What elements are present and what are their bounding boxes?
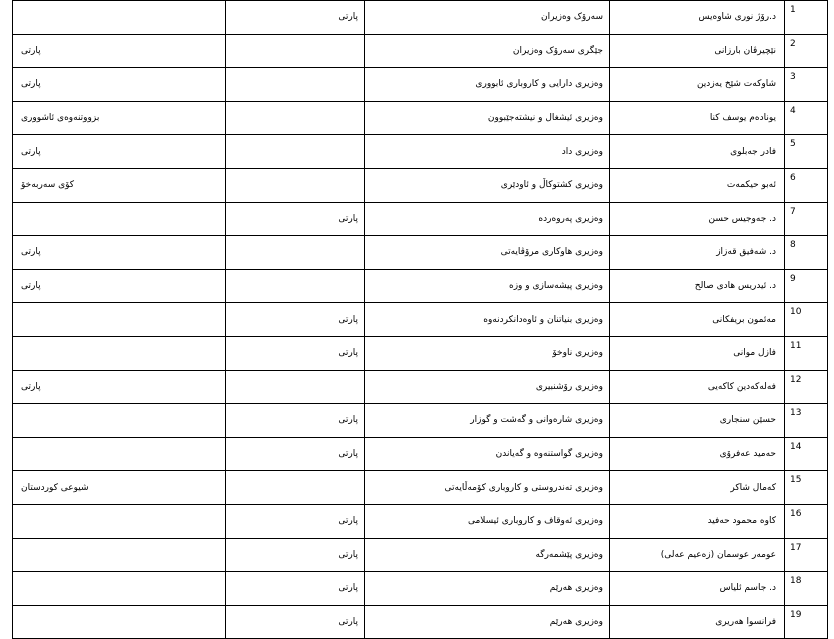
- party-cell: پارتی: [226, 202, 365, 236]
- table-row: [13, 336, 828, 370]
- table-row: [13, 504, 828, 538]
- party-cell: [226, 370, 365, 404]
- row-number-cell: 10: [785, 303, 828, 337]
- minister-name-cell: د. شەفیق قەزاز: [610, 236, 785, 270]
- minister-name-cell: فازل موانی: [610, 336, 785, 370]
- party-cell: [226, 471, 365, 505]
- ministry-cell: سەرۆک وەزیران: [365, 1, 610, 35]
- affiliation-cell: [13, 538, 226, 572]
- row-number-cell: 4: [785, 101, 828, 135]
- ministry-cell: وەزیری هەرێم: [365, 605, 610, 639]
- minister-name-cell: عومەر عوسمان (زەعیم عەلی): [610, 538, 785, 572]
- party-cell: [226, 34, 365, 68]
- minister-name-cell: حەمید عەفرۆی: [610, 437, 785, 471]
- party-cell: پارتی: [226, 303, 365, 337]
- ministers-table: [12, 0, 828, 639]
- party-cell: پارتی: [226, 404, 365, 438]
- party-cell: پارتی: [226, 504, 365, 538]
- minister-name-cell: ئەبو حیکمەت: [610, 168, 785, 202]
- ministry-cell: وەزیری داد: [365, 135, 610, 169]
- minister-name-cell: فادر جەبلوی: [610, 135, 785, 169]
- affiliation-cell: [13, 605, 226, 639]
- minister-name-cell: د. جاسم ئلیاس: [610, 572, 785, 606]
- row-number-cell: 9: [785, 269, 828, 303]
- minister-name-cell: شاوکەت شێخ یەزدین: [610, 68, 785, 102]
- table-row: [13, 404, 828, 438]
- row-number-cell: 18: [785, 572, 828, 606]
- ministry-cell: وەزیری پەروەردە: [365, 202, 610, 236]
- ministry-cell: وەزیری شارەوانی و گەشت و گوزار: [365, 404, 610, 438]
- table-row: [13, 370, 828, 404]
- table-row: [13, 538, 828, 572]
- affiliation-cell: شیوعی کوردستان: [13, 471, 226, 505]
- party-cell: [226, 236, 365, 270]
- ministry-cell: وەزیری ئەوقاف و کاروباری ئیسلامی: [365, 504, 610, 538]
- affiliation-cell: [13, 202, 226, 236]
- table-row: [13, 471, 828, 505]
- row-number-cell: 2: [785, 34, 828, 68]
- minister-name-cell: نێچیرڤان بارزانی: [610, 34, 785, 68]
- row-number-cell: 3: [785, 68, 828, 102]
- minister-name-cell: د.رۆژ نوری شاوەیس: [610, 1, 785, 35]
- party-cell: [226, 68, 365, 102]
- row-number-cell: 14: [785, 437, 828, 471]
- ministry-cell: وەزیری پێشمەرگە: [365, 538, 610, 572]
- ministry-cell: وەزیری هاوکاری مرۆڤایەتی: [365, 236, 610, 270]
- table-row: [13, 168, 828, 202]
- ministry-cell: وەزیری ئیشغال و نیشتەجێبوون: [365, 101, 610, 135]
- ministry-cell: وەزیری ناوخۆ: [365, 336, 610, 370]
- row-number-cell: 12: [785, 370, 828, 404]
- party-cell: پارتی: [226, 605, 365, 639]
- table-row: [13, 101, 828, 135]
- minister-name-cell: فرانسوا هەریری: [610, 605, 785, 639]
- affiliation-cell: [13, 303, 226, 337]
- party-cell: [226, 168, 365, 202]
- party-cell: پارتی: [226, 336, 365, 370]
- table-row: [13, 202, 828, 236]
- affiliation-cell: پارتی: [13, 236, 226, 270]
- affiliation-cell: کۆی سەربەخۆ: [13, 168, 226, 202]
- ministry-cell: وەزیری گواستنەوە و گەیاندن: [365, 437, 610, 471]
- minister-name-cell: حسێن سنجاری: [610, 404, 785, 438]
- ministry-cell: جێگری سەرۆک وەزیران: [365, 34, 610, 68]
- row-number-cell: 17: [785, 538, 828, 572]
- row-number-cell: 1: [785, 1, 828, 35]
- table-row: [13, 1, 828, 35]
- party-cell: پارتی: [226, 437, 365, 471]
- affiliation-cell: پارتی: [13, 68, 226, 102]
- affiliation-cell: پارتی: [13, 370, 226, 404]
- party-cell: پارتی: [226, 538, 365, 572]
- affiliation-cell: بزووتنەوەی ئاشووری: [13, 101, 226, 135]
- minister-name-cell: کەمال شاکر: [610, 471, 785, 505]
- row-number-cell: 16: [785, 504, 828, 538]
- affiliation-cell: پارتی: [13, 135, 226, 169]
- affiliation-cell: [13, 1, 226, 35]
- table-row: [13, 269, 828, 303]
- row-number-cell: 11: [785, 336, 828, 370]
- party-cell: [226, 135, 365, 169]
- ministry-cell: وەزیری بنیاتنان و ئاوەدانکردنەوە: [365, 303, 610, 337]
- minister-name-cell: د. ئیدریس هادی صالح: [610, 269, 785, 303]
- party-cell: [226, 101, 365, 135]
- row-number-cell: 5: [785, 135, 828, 169]
- affiliation-cell: [13, 336, 226, 370]
- table-row: [13, 303, 828, 337]
- minister-name-cell: کاوە محمود حەفید: [610, 504, 785, 538]
- row-number-cell: 7: [785, 202, 828, 236]
- minister-name-cell: فەلەکەدین کاکەیی: [610, 370, 785, 404]
- party-cell: پارتی: [226, 1, 365, 35]
- table-row: [13, 236, 828, 270]
- minister-name-cell: یونادەم یوسف کنا: [610, 101, 785, 135]
- row-number-cell: 19: [785, 605, 828, 639]
- table-row: [13, 572, 828, 606]
- row-number-cell: 6: [785, 168, 828, 202]
- ministry-cell: وەزیری کشتوکاڵ و ئاودێری: [365, 168, 610, 202]
- ministry-cell: وەزیری دارایی و کاروباری ئابووری: [365, 68, 610, 102]
- affiliation-cell: [13, 437, 226, 471]
- table-row: [13, 34, 828, 68]
- table-row: [13, 437, 828, 471]
- table-row: [13, 68, 828, 102]
- ministry-cell: وەزیری پیشەسازی و وزە: [365, 269, 610, 303]
- table-row: [13, 135, 828, 169]
- party-cell: [226, 269, 365, 303]
- ministry-cell: وەزیری رۆشنبیری: [365, 370, 610, 404]
- affiliation-cell: [13, 504, 226, 538]
- affiliation-cell: [13, 572, 226, 606]
- minister-name-cell: مەئمون بریفکانی: [610, 303, 785, 337]
- affiliation-cell: پارتی: [13, 34, 226, 68]
- row-number-cell: 8: [785, 236, 828, 270]
- affiliation-cell: پارتی: [13, 269, 226, 303]
- affiliation-cell: [13, 404, 226, 438]
- ministry-cell: وەزیری تەندروستی و کاروباری کۆمەڵایەتی: [365, 471, 610, 505]
- row-number-cell: 13: [785, 404, 828, 438]
- row-number-cell: 15: [785, 471, 828, 505]
- minister-name-cell: د. جەوجیس حسن: [610, 202, 785, 236]
- table-row: [13, 605, 828, 639]
- party-cell: پارتی: [226, 572, 365, 606]
- ministry-cell: وەزیری هەرێم: [365, 572, 610, 606]
